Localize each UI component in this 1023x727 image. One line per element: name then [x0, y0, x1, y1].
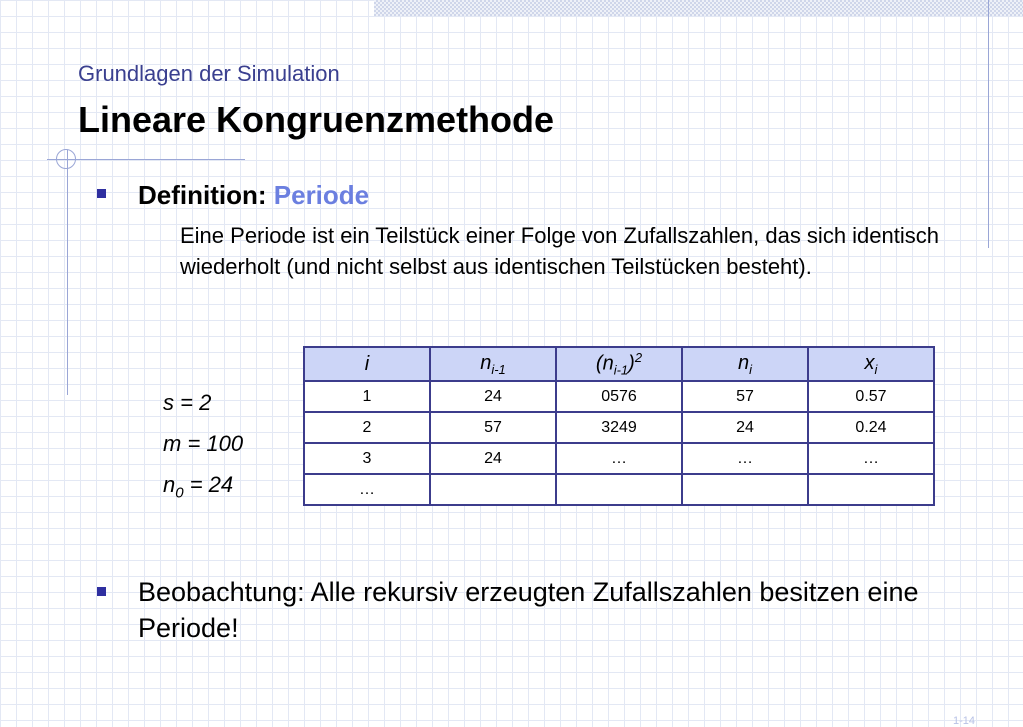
slide-title: Lineare Kongruenzmethode	[78, 99, 555, 140]
param-s: s = 2	[163, 390, 212, 415]
table-cell: 0.57	[808, 381, 934, 412]
table-cell: 24	[430, 381, 556, 412]
header-n: $n_i$	[682, 347, 808, 381]
definition-term: Periode	[273, 180, 370, 210]
header-n-prev-squared: $(n_{i-1})^2$	[556, 347, 682, 381]
bullet-icon	[97, 587, 106, 596]
decorative-horizontal-line	[47, 159, 245, 160]
table-cell: …	[304, 474, 430, 505]
observation-text: Beobachtung: Alle rekursiv erzeugten Zufallszahlen besitzen eine Periode!	[138, 577, 919, 643]
table-cell: 0.24	[808, 412, 934, 443]
slide-subtitle: Grundlagen der Simulation	[78, 61, 340, 86]
param-m: m = 100	[163, 431, 244, 456]
definition-heading	[138, 180, 369, 211]
period-table	[303, 346, 935, 506]
table-cell: 3	[304, 443, 430, 474]
table-row	[304, 443, 934, 474]
bullet-icon	[97, 189, 106, 198]
table-cell: 57	[430, 412, 556, 443]
definition-text: Eine Periode ist ein Teilstück einer Folge von Zufallszahlen, das sich identisch wiederholt (und nicht selbst aus identischen Teilstücken besteht).	[180, 223, 939, 279]
decorative-crosshair-circle	[56, 149, 76, 169]
table-cell: 2	[304, 412, 430, 443]
header-i: i	[304, 347, 430, 381]
table-cell: 57	[682, 381, 808, 412]
table-cell: 3249	[556, 412, 682, 443]
table-cell: 0576	[556, 381, 682, 412]
table-cell	[556, 474, 682, 505]
table-cell: 24	[430, 443, 556, 474]
table-cell	[682, 474, 808, 505]
definition-label: Definition:	[138, 180, 267, 210]
decorative-top-band	[374, 0, 1023, 16]
table-cell: …	[682, 443, 808, 474]
table-cell	[430, 474, 556, 505]
decorative-vertical-line-right	[988, 0, 989, 248]
table-header-row	[304, 347, 934, 381]
param-n0: $n_0 = 24$	[163, 472, 234, 502]
table-cell: 24	[682, 412, 808, 443]
table-cell	[808, 474, 934, 505]
table-row	[304, 474, 934, 505]
header-n-prev: $n_{i-1}$	[430, 347, 556, 381]
table-cell: …	[556, 443, 682, 474]
table-cell: …	[808, 443, 934, 474]
decorative-vertical-line-left	[67, 150, 68, 395]
header-x: $x_i$	[808, 347, 934, 381]
table-row	[304, 381, 934, 412]
table-cell: 1	[304, 381, 430, 412]
page-number: 1-14	[953, 715, 976, 727]
table-row	[304, 412, 934, 443]
